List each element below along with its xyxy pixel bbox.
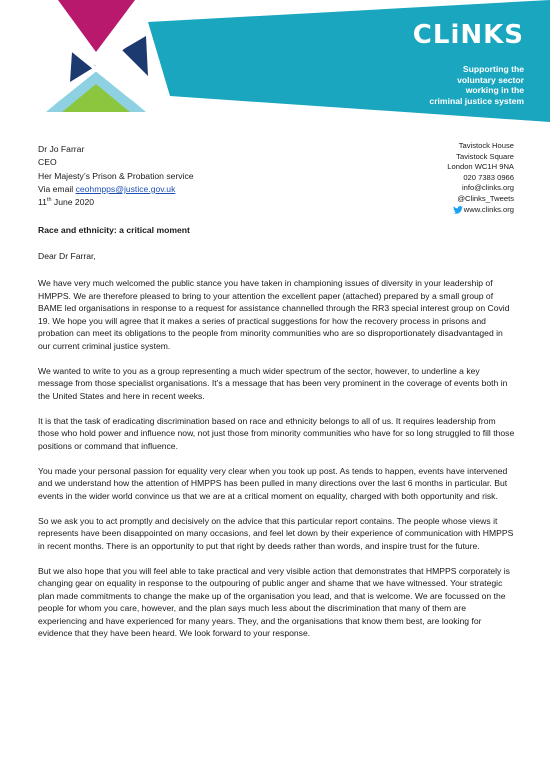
recipient-organisation: Her Majesty’s Prison & Probation service <box>38 170 194 181</box>
body-paragraph: You made your personal passion for equality very clear when you took up post. As tends to happen, events have intervened and we understand how the attention of HMPPS has been pulled in many directions over the last 6 months in particular. But events in the wider world convince us that we are at a critical moment on equality, charged with both opportunity and risk. <box>38 465 508 501</box>
brand-block <box>384 20 524 106</box>
letter-body <box>38 277 516 653</box>
body-paragraph: We have very much welcomed the public stance you have taken in championing issues of diversity in your leadership of HMPPS. We are therefore pleased to bring to your attention the excellent paper (attached) prepared by a small group of BAME led organisations in response to a request for assistance channelled through the RR3 special interest group on Covid 19. We hope you will agree that it makes a series of practical suggestions for how the recovery process in prisons and probation can meet its obligations to the people from minority communities who are so disproportionately disadvantaged in our current criminal justice system. <box>38 278 510 351</box>
magenta-chevron-shape <box>58 0 135 52</box>
clinks-logo: CLiNKS <box>412 20 524 50</box>
email-prefix: Via email <box>38 183 76 194</box>
tagline-line: criminal justice system <box>429 95 524 106</box>
letter-date <box>38 197 94 207</box>
sender-website[interactable]: www.clinks.org <box>463 204 514 214</box>
sender-building: Tavistock House <box>458 141 514 150</box>
sender-city-postcode: London WC1H 9NA <box>447 162 514 172</box>
body-paragraph: We wanted to write to you as a group representing a much wider spectrum of the sector, however, to underline a key message from those specialist organisations. It’s a message that has been very prominent in the coverage of events both in the United States and here in recent weeks. <box>38 365 508 401</box>
date-day: 11 <box>38 197 47 207</box>
navy-right-wedge <box>122 36 148 76</box>
sender-address <box>447 141 514 215</box>
sender-phone: 020 7383 0966 <box>463 172 514 182</box>
letter-greeting: Dear Dr Farrar, <box>38 251 96 261</box>
recipient-email-line <box>38 183 194 196</box>
recipient-title: CEO <box>38 157 57 168</box>
body-paragraph: But we also hope that you will feel able to take practical and very visible action that demonstrates that HMPPS corporately is changing gear on equality in response to the outpouring of public anger and shame that we have witnessed. Your strategic plan made commitments to change the make up of the organisation you lead, and that is welcome. We are focussed on the people for whom you care, however, and the plan says much less about the discrimination that many of them are experiencing and have experienced for many years. They, and the organisations that know them best, are looking for evidence that they have been heard. We look forward to your response. <box>38 565 510 639</box>
tagline-line: working in the <box>465 85 524 95</box>
tagline-line: voluntary sector <box>457 74 524 85</box>
body-paragraph: It is that the task of eradicating discrimination based on race and ethnicity belongs to all of us. It requires leadership from those who hold power and influence now, not just those from minority communities who have for so long struggled to fill those positions or command that influence. <box>38 415 515 451</box>
sender-street: Tavistock Square <box>456 151 514 161</box>
twitter-bird-icon <box>453 206 463 214</box>
letter-subject: Race and ethnicity: a critical moment <box>38 225 190 235</box>
brand-tagline <box>384 64 524 106</box>
date-month-year: June 2020 <box>51 197 95 207</box>
sender-twitter[interactable]: @Clinks_Tweets <box>457 193 514 203</box>
recipient-email-link[interactable]: ceohmpps@justice.gov.uk <box>75 183 176 194</box>
sender-email[interactable]: info@clinks.org <box>461 183 514 193</box>
date-suffix: th <box>46 197 52 204</box>
body-paragraph: So we ask you to act promptly and decisively on the advice that this particular report contains. The people whose views it represents have been disappointed on many occasions, and feel let down by their experience of communication with HMPPS in recent months. There is an opportunity to put that right by deeds rather than words, and inspire trust for the future. <box>38 515 514 551</box>
recipient-address <box>38 143 194 196</box>
recipient-name: Dr Jo Farrar <box>38 144 85 154</box>
sender-website-row <box>447 205 514 216</box>
tagline-line: Supporting the <box>462 64 524 74</box>
